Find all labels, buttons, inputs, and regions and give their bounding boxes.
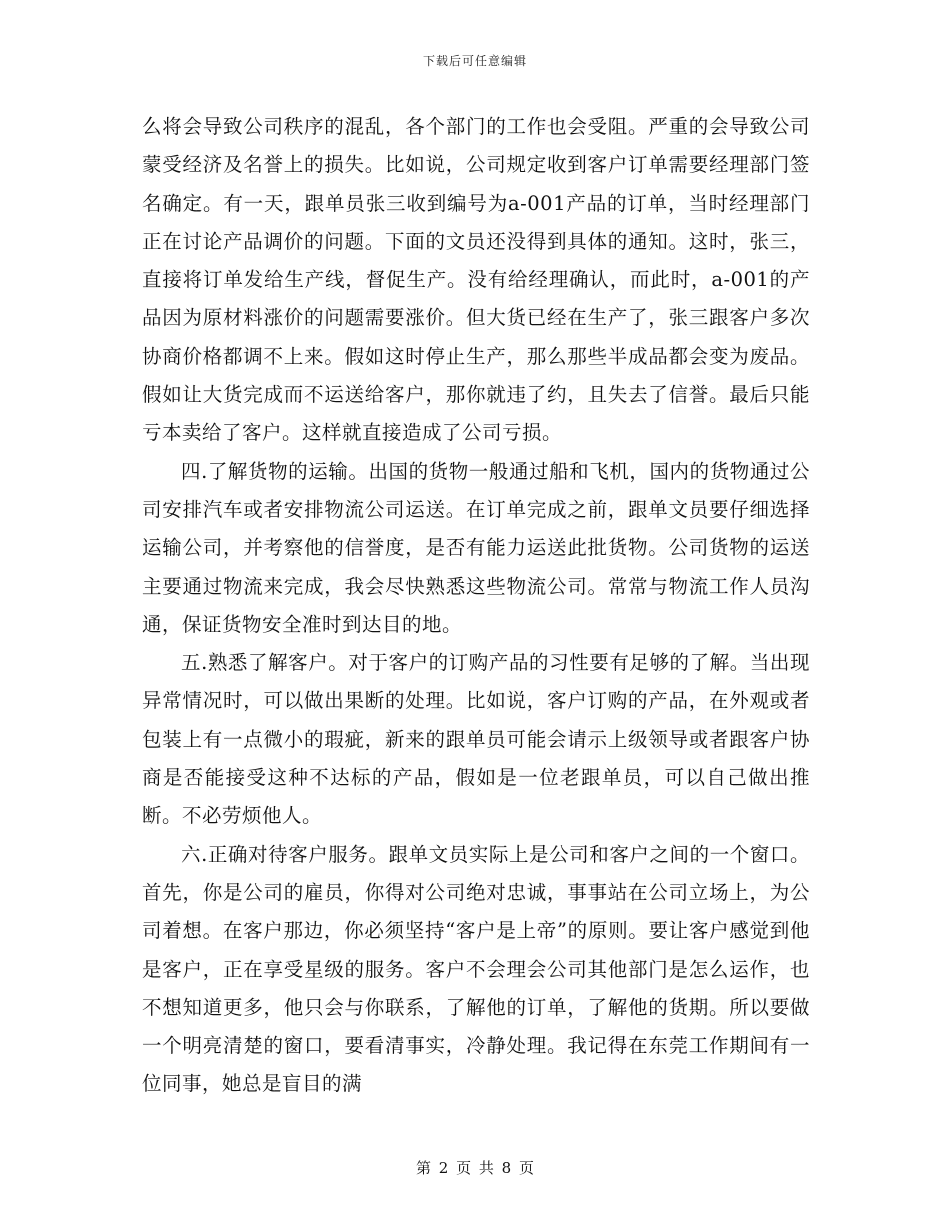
paragraph-section-6: 六.正确对待客户服务。跟单文员实际上是公司和客户之间的一个窗口。首先，你是公司的雇员，你得对公司绝对忠诚，事事站在公司立场上，为公司着想。在客户那边，你必须坚持“客户是上帝”的原则。要让客户感觉到他是客户，正在享受星级的服务。客户不会理会公司其他部门是怎么运作，也不想知道更多，他只会与你联系，了解他的订单，了解他的货期。所以要做一个明亮清楚的窗口，要看清事实，冷静处理。我记得在东莞工作期间有一位同事，她总是盲目的满	[142, 842, 810, 1096]
paragraph-continuation: 么将会导致公司秩序的混乱，各个部门的工作也会受阻。严重的会导致公司蒙受经济及名誉上的损失。比如说，公司规定收到客户订单需要经理部门签名确定。有一天，跟单员张三收到编号为a-001产品的订单，当时经理部门正在讨论产品调价的问题。下面的文员还没得到具体的通知。这时，张三，直接将订单发给生产线，督促生产。没有给经理确认，而此时，a-001的产品因为原材料涨价的问题需要涨价。但大货已经在生产了，张三跟客户多次协商价格都调不上来。假如这时停止生产，那么那些半成品都会变为废品。假如让大货完成而不运送给客户，那你就违了约，且失去了信誉。最后只能亏本卖给了客户。这样就直接造成了公司亏损。	[142, 115, 810, 445]
paragraph-section-5: 五.熟悉了解客户。对于客户的订购产品的习性要有足够的了解。当出现异常情况时，可以做出果断的处理。比如说，客户订购的产品，在外观或者包装上有一点微小的瑕疵，新来的跟单员可能会请示上级领导或者跟客户协商是否能接受这种不达标的产品，假如是一位老跟单员，可以自己做出推断。不必劳烦他人。	[142, 651, 810, 828]
paragraph-section-4: 四.了解货物的运输。出国的货物一般通过船和飞机，国内的货物通过公司安排汽车或者安排物流公司运送。在订单完成之前，跟单文员要仔细选择运输公司，并考察他的信誉度，是否有能力运送此批货物。公司货物的运送主要通过物流来完成，我会尽快熟悉这些物流公司。常常与物流工作人员沟通，保证货物安全准时到达目的地。	[142, 459, 810, 636]
page-number-footer: 第 2 页 共 8 页	[416, 1159, 534, 1177]
document-body	[142, 108, 810, 1104]
page-header-note: 下载后可任意编辑	[422, 54, 527, 68]
